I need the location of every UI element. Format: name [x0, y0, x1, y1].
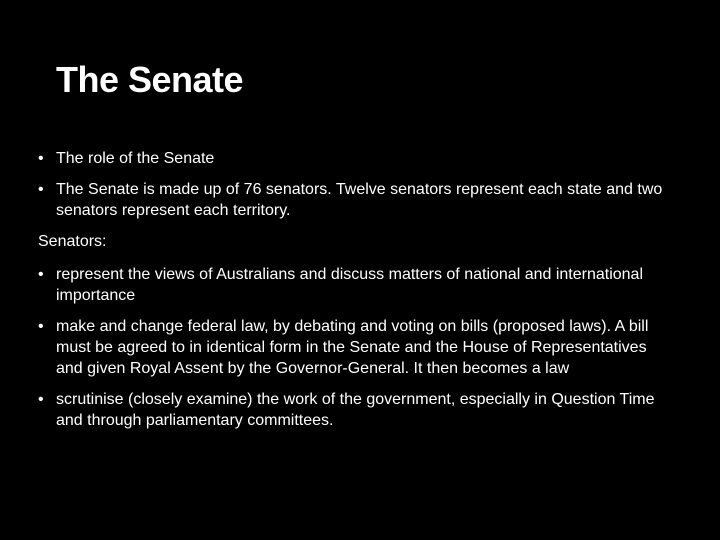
bullet-icon: •: [38, 181, 44, 198]
bullet-text: The role of the Senate: [56, 150, 215, 167]
bullet-item: [38, 179, 668, 221]
bullet-text: make and change federal law, by debating and voting on bills (proposed laws). A bill must be agreed to in identical form in the Senate and the House of Representatives and given Royal Assent by the Governor-General. It then becomes a law: [56, 318, 649, 377]
subheading: Senators:: [38, 233, 107, 250]
bullet-icon: •: [38, 391, 44, 408]
bullet-text: The Senate is made up of 76 senators. Twelve senators represent each state and two senators represent each territory.: [56, 181, 663, 219]
bullet-item: [38, 264, 668, 306]
bullet-item: [38, 316, 668, 379]
bullet-item: [38, 148, 668, 169]
bullet-icon: •: [38, 266, 44, 283]
bullet-icon: •: [38, 150, 44, 167]
bullet-text: represent the views of Australians and discuss matters of national and international importance: [56, 266, 643, 304]
bullet-item: [38, 389, 668, 431]
bullet-text: scrutinise (closely examine) the work of the government, especially in Question Time and through parliamentary committees.: [56, 391, 655, 429]
slide-content: [38, 148, 668, 441]
bullet-icon: •: [38, 318, 44, 335]
slide-title: The Senate: [56, 59, 244, 100]
